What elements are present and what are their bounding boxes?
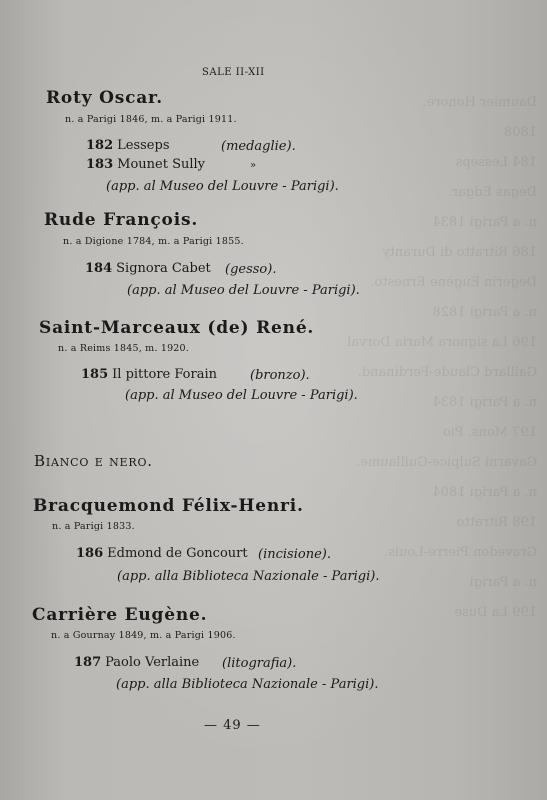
bleed-line: n. a Parigi 1834 xyxy=(432,395,537,410)
bleed-line: Degerin Eugène Ernesto. xyxy=(370,275,537,290)
bleed-line: Gaillard Claude-Ferdinand. xyxy=(357,365,537,380)
entry-title: Mounet Sully xyxy=(117,157,206,172)
entry-title: Signora Cabet xyxy=(116,261,211,276)
bleed-line: 184 Lesseps xyxy=(455,155,537,170)
artist-name-saint-marceaux: Saint-Marceaux (de) René. xyxy=(39,318,315,338)
entry-medium-186: (incisione). xyxy=(258,547,331,562)
bleed-line: 199 La Duse xyxy=(454,605,537,620)
bleed-line: n. a Parigi 1834 xyxy=(432,215,537,230)
bleed-line: Gavarni Sulpice-Guillaume. xyxy=(356,455,537,470)
bleed-line: n. a Parigi 1828 xyxy=(432,305,537,320)
artist-name-rude: Rude François. xyxy=(44,210,199,230)
entry-location-carriere: (app. alla Biblioteca Nazionale - Parigi). xyxy=(116,677,379,692)
bleed-line: n. a Parigi xyxy=(469,575,537,590)
entry-number: 183 xyxy=(86,157,114,172)
entry-location-roty: (app. al Museo del Louvre - Parigi). xyxy=(106,179,339,194)
artist-name-bracquemond: Bracquemond Félix-Henri. xyxy=(33,496,304,516)
ditto-mark: » xyxy=(250,160,257,171)
bleed-line: Degas Edgar. xyxy=(449,185,537,200)
page-number: — 49 — xyxy=(204,718,261,733)
entry-medium-185: (bronzo). xyxy=(250,368,310,383)
bleed-line: Daumier Honoré. xyxy=(422,95,537,110)
bleed-line: Gravedon Pierre-Louis. xyxy=(384,545,537,560)
entry-medium-184: (gesso). xyxy=(225,262,277,277)
artist-name-carriere: Carrière Eugène. xyxy=(32,605,208,625)
entry-title: Edmond de Goncourt xyxy=(107,546,248,561)
bleed-line: 1808 xyxy=(503,125,537,140)
entry-number: 185 xyxy=(81,367,109,382)
entry-medium-187: (litografia). xyxy=(222,656,297,671)
entry-number: 184 xyxy=(85,261,113,276)
artist-bio-rude: n. a Digione 1784, m. a Parigi 1855. xyxy=(63,236,244,247)
artist-bio-bracquemond: n. a Parigi 1833. xyxy=(52,521,135,532)
catalog-entry-185 xyxy=(81,367,217,382)
entry-title: Lesseps xyxy=(117,138,170,153)
entry-medium-182: (medaglie). xyxy=(221,139,296,154)
bleed-line: n. a Parigi 1804 xyxy=(432,485,537,500)
entry-location-bracquemond: (app. alla Biblioteca Nazionale - Parigi). xyxy=(117,569,380,584)
entry-title: Paolo Verlaine xyxy=(105,655,200,670)
artist-name-roty: Roty Oscar. xyxy=(46,88,163,108)
bleed-line: 197 Mons. Pio xyxy=(442,425,537,440)
entry-location-saint-marceaux: (app. al Museo del Louvre - Parigi). xyxy=(125,388,358,403)
entry-number: 187 xyxy=(74,655,102,670)
artist-bio-roty: n. a Parigi 1846, m. a Parigi 1911. xyxy=(65,114,237,125)
entry-number: 182 xyxy=(86,138,114,153)
bleed-line: 198 Ritratto xyxy=(456,515,537,530)
entry-number: 186 xyxy=(76,546,104,561)
artist-bio-saint-marceaux: n. a Reims 1845, m. 1920. xyxy=(58,343,190,354)
entry-location-rude: (app. al Museo del Louvre - Parigi). xyxy=(127,283,360,298)
artist-bio-carriere: n. a Gournay 1849, m. a Parigi 1906. xyxy=(51,630,236,641)
catalog-entry-187 xyxy=(74,655,199,670)
catalog-entry-182 xyxy=(86,138,170,153)
bleed-line: 186 Ritratto di Duranty xyxy=(382,245,537,260)
catalog-entry-186 xyxy=(76,546,248,561)
catalog-entry-183 xyxy=(86,157,205,172)
catalog-entry-184 xyxy=(85,261,211,276)
section-title: Bianco e nero. xyxy=(34,452,153,470)
bleed-line: 196 La signora Maria Dorval xyxy=(347,335,537,350)
page-header: SALE II-XII xyxy=(202,67,265,78)
entry-title: Il pittore Forain xyxy=(112,367,217,382)
